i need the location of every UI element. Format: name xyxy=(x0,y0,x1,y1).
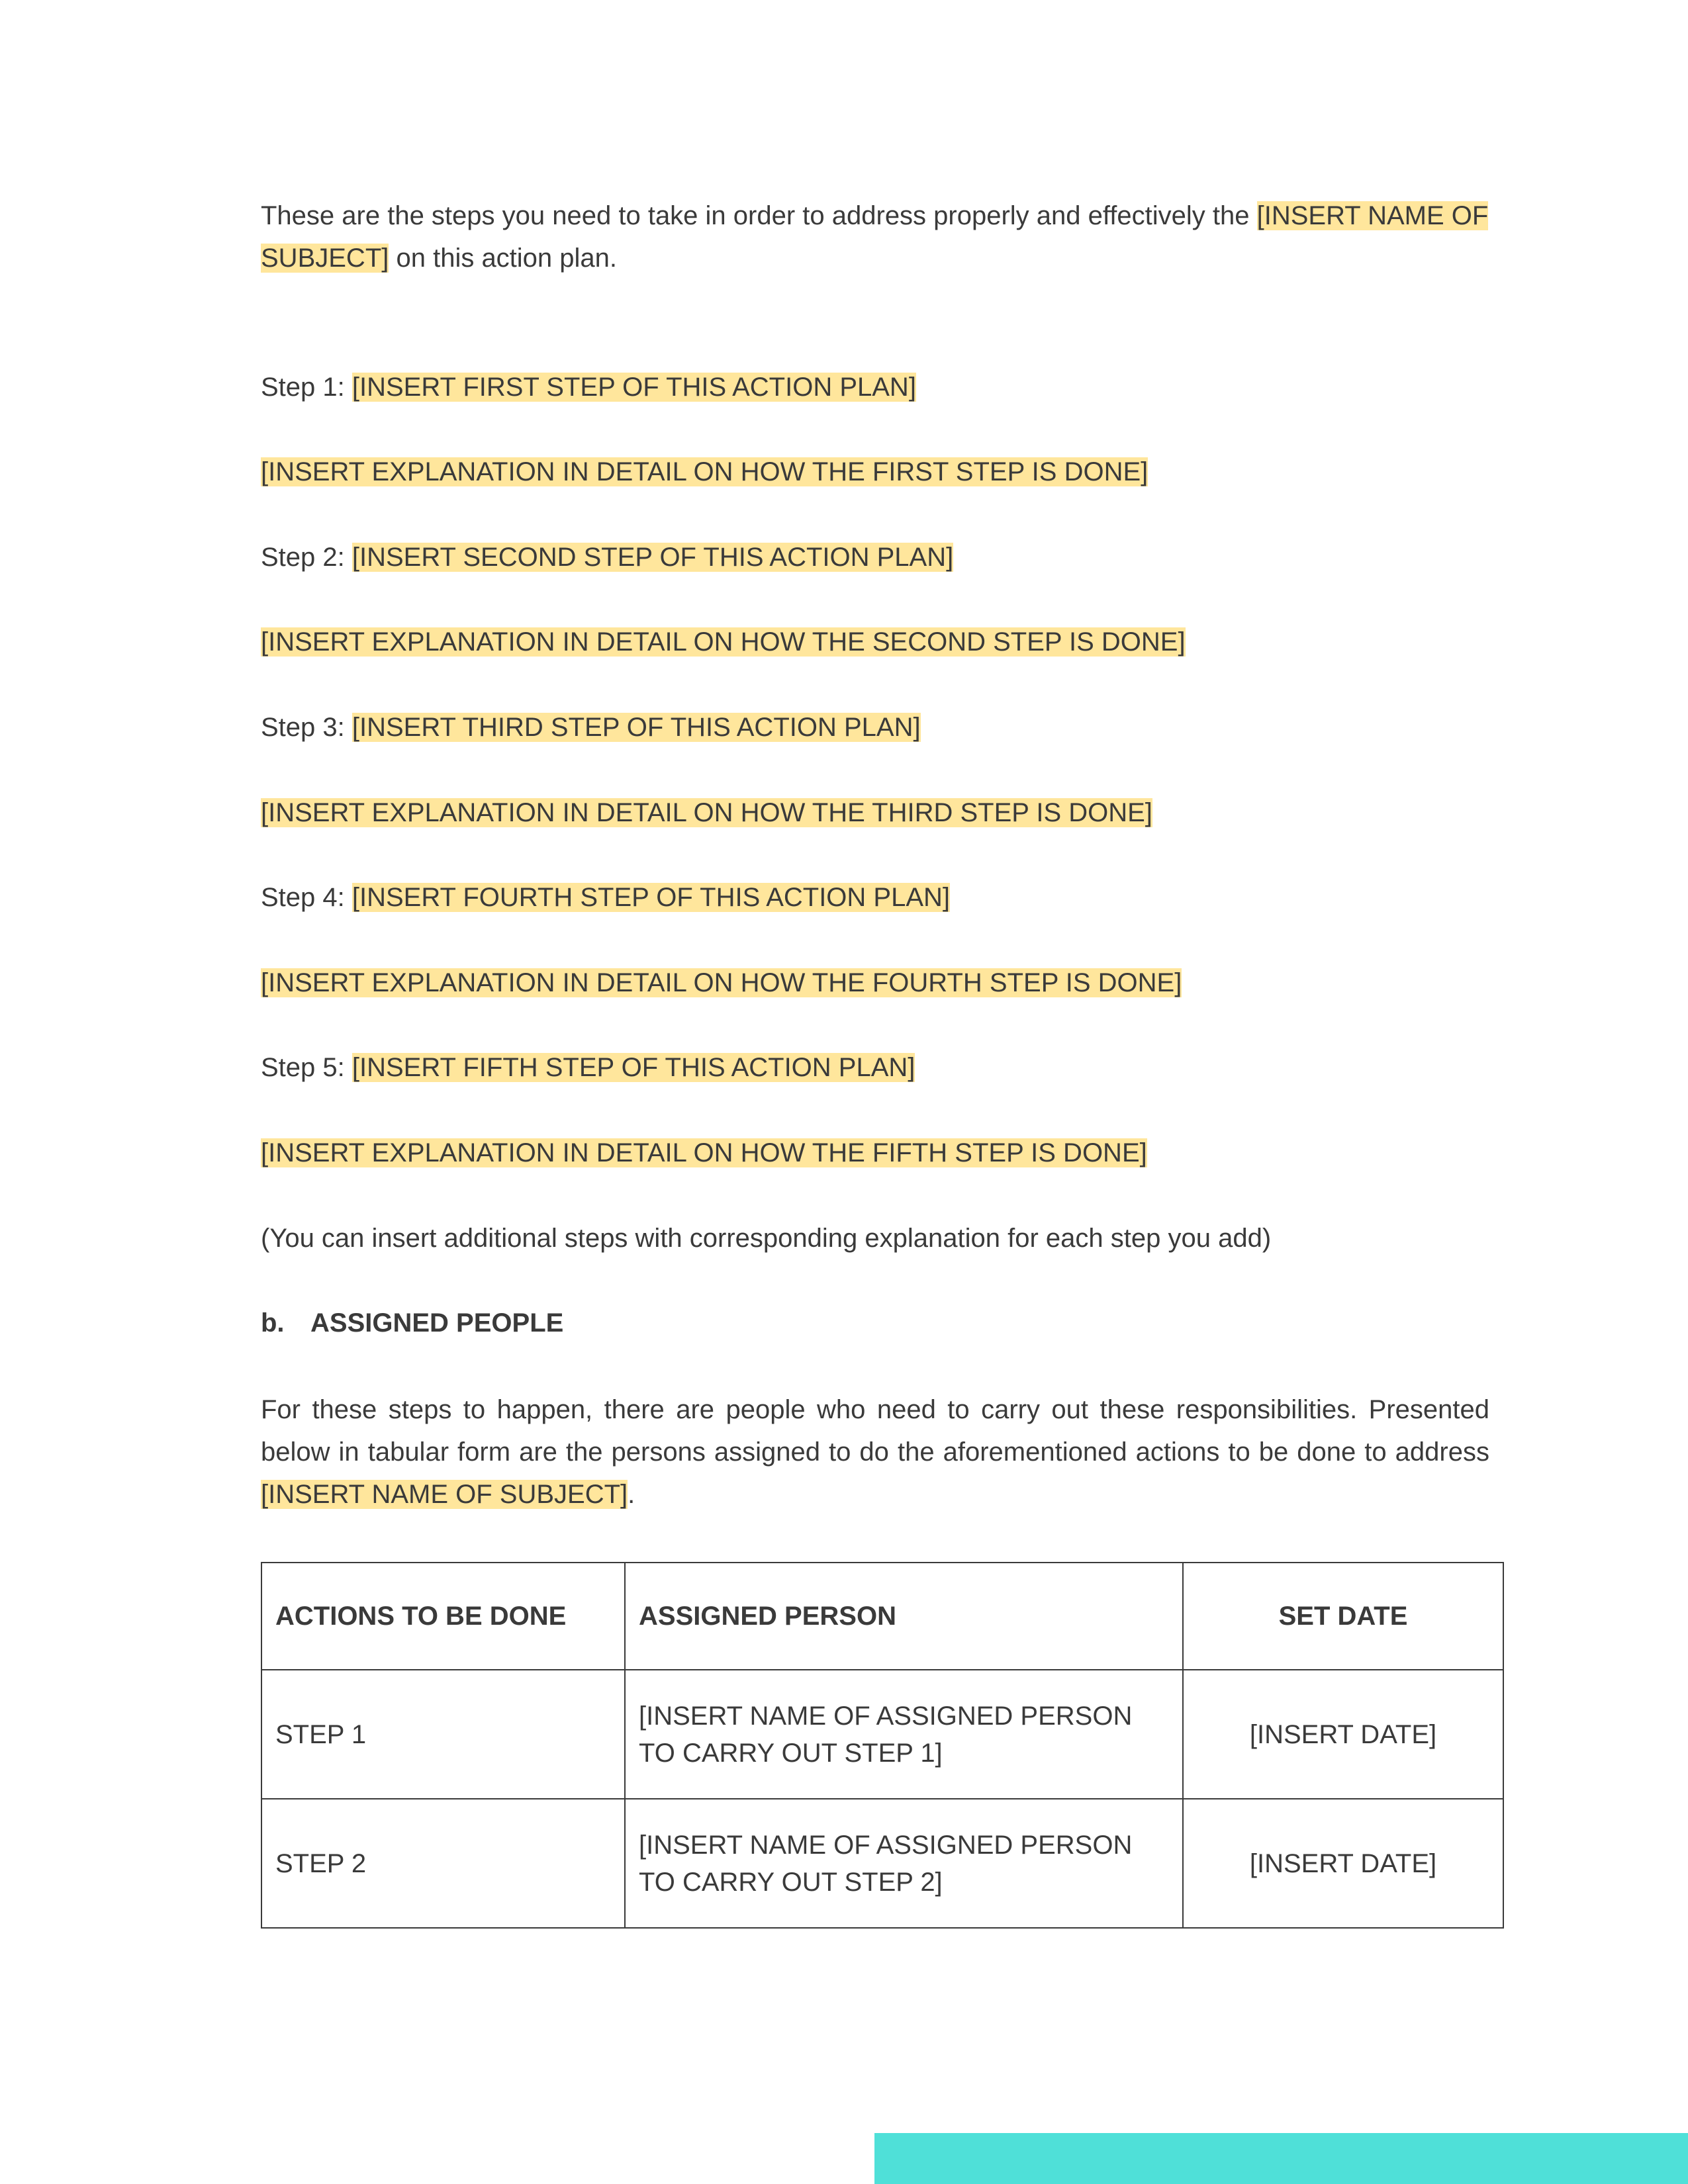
header-actions: ACTIONS TO BE DONE xyxy=(261,1563,625,1670)
assigned-people-paragraph xyxy=(261,1388,1489,1516)
assigned-text-before: For these steps to happen, there are people who need to carry out these responsibilities. Presented below in tabular form are the persons assigned to do the aforementioned actions to be done to address xyxy=(261,1395,1489,1467)
step-3-explanation-placeholder: [INSERT EXPLANATION IN DETAIL ON HOW THE THIRD STEP IS DONE] xyxy=(261,798,1152,827)
step-1-line xyxy=(261,366,1489,408)
step-3-explanation xyxy=(261,792,1489,834)
step-5-explanation-placeholder: [INSERT EXPLANATION IN DETAIL ON HOW THE FIFTH STEP IS DONE] xyxy=(261,1138,1147,1167)
step-4-placeholder: [INSERT FOURTH STEP OF THIS ACTION PLAN] xyxy=(352,883,951,912)
section-letter: b. xyxy=(261,1308,285,1338)
step-4-explanation xyxy=(261,962,1489,1004)
header-set-date: SET DATE xyxy=(1183,1563,1503,1670)
assigned-subject-placeholder: [INSERT NAME OF SUBJECT] xyxy=(261,1480,628,1509)
step-5-label: Step 5: xyxy=(261,1053,352,1082)
step-2-line xyxy=(261,536,1489,578)
step-1-label: Step 1: xyxy=(261,373,352,402)
table-header-row xyxy=(261,1563,1503,1670)
step-3-placeholder: [INSERT THIRD STEP OF THIS ACTION PLAN] xyxy=(352,713,921,742)
cell-assigned-person: [INSERT NAME OF ASSIGNED PERSON TO CARRY OUT STEP 1] xyxy=(625,1670,1183,1799)
step-3-line xyxy=(261,706,1489,749)
step-3-label: Step 3: xyxy=(261,713,352,742)
step-4-label: Step 4: xyxy=(261,883,352,912)
step-2-explanation xyxy=(261,621,1489,663)
step-5-line xyxy=(261,1046,1489,1089)
header-assigned-person: ASSIGNED PERSON xyxy=(625,1563,1183,1670)
additional-steps-note: (You can insert additional steps with corresponding explanation for each step you add) xyxy=(261,1224,1272,1253)
section-title: ASSIGNED PEOPLE xyxy=(310,1308,564,1338)
cell-set-date: [INSERT DATE] xyxy=(1183,1670,1503,1799)
intro-text-after: on this action plan. xyxy=(389,244,618,273)
step-1-explanation xyxy=(261,451,1489,493)
subject-placeholder: [INSERT NAME OF SUBJECT] xyxy=(261,201,1489,273)
step-2-label: Step 2: xyxy=(261,543,352,572)
cell-action: STEP 2 xyxy=(261,1799,625,1928)
section-heading xyxy=(261,1302,1489,1344)
intro-paragraph xyxy=(261,195,1489,279)
step-4-explanation-placeholder: [INSERT EXPLANATION IN DETAIL ON HOW THE FOURTH STEP IS DONE] xyxy=(261,968,1182,997)
step-2-explanation-placeholder: [INSERT EXPLANATION IN DETAIL ON HOW THE SECOND STEP IS DONE] xyxy=(261,627,1186,657)
cell-set-date: [INSERT DATE] xyxy=(1183,1799,1503,1928)
step-5-placeholder: [INSERT FIFTH STEP OF THIS ACTION PLAN] xyxy=(352,1053,915,1082)
step-1-explanation-placeholder: [INSERT EXPLANATION IN DETAIL ON HOW THE FIRST STEP IS DONE] xyxy=(261,457,1149,486)
table-row xyxy=(261,1670,1503,1799)
table-row xyxy=(261,1799,1503,1928)
cell-assigned-person: [INSERT NAME OF ASSIGNED PERSON TO CARRY OUT STEP 2] xyxy=(625,1799,1183,1928)
assigned-text-after: . xyxy=(628,1480,635,1509)
step-2-placeholder: [INSERT SECOND STEP OF THIS ACTION PLAN] xyxy=(352,543,954,572)
assignment-table xyxy=(261,1562,1504,1929)
cell-action: STEP 1 xyxy=(261,1670,625,1799)
intro-text-before: These are the steps you need to take in order to address properly and effectively the xyxy=(261,201,1257,230)
step-1-placeholder: [INSERT FIRST STEP OF THIS ACTION PLAN] xyxy=(352,373,916,402)
footer-accent-bar xyxy=(874,2133,1688,2184)
step-4-line xyxy=(261,876,1489,919)
step-5-explanation xyxy=(261,1132,1489,1174)
